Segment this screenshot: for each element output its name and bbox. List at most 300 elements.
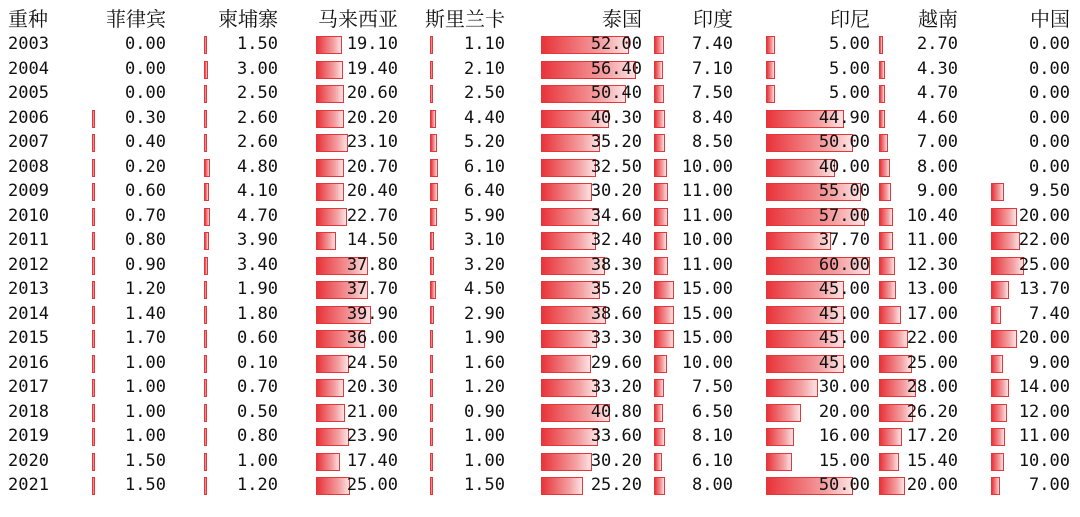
data-bar (766, 453, 792, 471)
cell-value: 5.90 (464, 205, 505, 226)
cell-value: 1.90 (464, 328, 505, 348)
cell-value: 33.20 (590, 377, 642, 397)
cell-value: 34.60 (590, 205, 642, 226)
data-bar (430, 453, 433, 471)
table-cell (92, 351, 166, 376)
table-cell (991, 400, 1070, 425)
table-cell (204, 81, 278, 106)
cell-value: 10.40 (906, 205, 958, 226)
table-cell (766, 375, 870, 400)
cell-value: 20.00 (818, 401, 870, 422)
table-cell (654, 57, 733, 82)
cell-value: 17.00 (906, 303, 958, 324)
table-cell (541, 302, 642, 327)
data-bar (316, 61, 343, 79)
cell-value: 15.00 (681, 303, 733, 324)
cell-value: 11.00 (906, 230, 958, 250)
cell-value: 9.00 (917, 181, 958, 201)
data-bar (430, 281, 436, 299)
cell-value: 0.60 (237, 328, 278, 348)
cell-value: 25.20 (590, 475, 642, 495)
table-cell (316, 302, 398, 327)
data-bar (316, 134, 348, 152)
data-bar (92, 453, 95, 471)
data-bar (430, 232, 434, 250)
cell-value: 33.60 (590, 426, 642, 446)
cell-value: 24.50 (346, 352, 398, 373)
column-header: 菲律宾 (106, 7, 166, 31)
table-cell (430, 351, 505, 376)
cell-value: 20.40 (346, 181, 398, 201)
cell-value: 45.00 (818, 352, 870, 373)
cell-value: 4.70 (917, 83, 958, 103)
table-cell (541, 473, 642, 498)
cell-value: 3.40 (237, 254, 278, 275)
data-bar (204, 159, 210, 177)
cell-value: 2.50 (464, 83, 505, 103)
table-cell (766, 473, 870, 498)
data-bar (541, 183, 592, 201)
cell-value: 38.30 (590, 254, 642, 275)
cell-value: 7.50 (692, 83, 733, 103)
cell-value: 2.10 (464, 58, 505, 79)
cell-value: 10.00 (1018, 450, 1070, 471)
column-header: 中国 (1030, 7, 1070, 31)
cell-value: 4.70 (237, 205, 278, 226)
cell-value: 20.30 (346, 377, 398, 397)
table-cell (92, 473, 166, 498)
table-cell (991, 302, 1070, 327)
table-cell (654, 130, 733, 155)
cell-value: 0.00 (1029, 156, 1070, 177)
table-cell (541, 351, 642, 376)
data-bar (879, 61, 885, 79)
cell-value: 1.90 (237, 279, 278, 299)
table-cell (92, 130, 166, 155)
year-label: 2011 (8, 230, 49, 250)
data-bar (430, 477, 433, 495)
table-cell (879, 228, 958, 253)
data-bar (879, 208, 893, 226)
data-bar (991, 183, 1004, 201)
data-bar (204, 85, 207, 103)
cell-value: 40.00 (818, 156, 870, 177)
table-cell (316, 179, 398, 204)
table-cell (879, 155, 958, 180)
cell-value: 2.60 (237, 107, 278, 128)
table-cell (430, 473, 505, 498)
data-bar (92, 281, 95, 299)
cell-value: 0.20 (125, 156, 166, 177)
cell-value: 25.00 (906, 352, 958, 373)
table-cell (879, 473, 958, 498)
cell-value: 50.00 (818, 132, 870, 152)
cell-value: 45.00 (818, 279, 870, 299)
cell-value: 30.20 (590, 450, 642, 471)
data-bar (316, 159, 344, 177)
data-bar (204, 36, 207, 54)
cell-value: 50.00 (818, 475, 870, 495)
table-cell (654, 106, 733, 131)
table-cell (991, 375, 1070, 400)
data-bar (316, 183, 344, 201)
cell-value: 2.70 (917, 34, 958, 54)
table-cell (766, 106, 870, 131)
cell-value: 10.00 (681, 230, 733, 250)
data-bar (204, 306, 207, 324)
data-bar (991, 379, 1009, 397)
cell-value: 0.60 (125, 181, 166, 201)
data-bar (654, 232, 667, 250)
table-cell (92, 326, 166, 351)
cell-value: 20.70 (346, 156, 398, 177)
data-bar (654, 85, 664, 103)
year-label: 2016 (8, 352, 49, 373)
cell-value: 9.50 (1029, 181, 1070, 201)
data-bar (204, 379, 207, 397)
table-cell (541, 449, 642, 474)
table-cell (316, 155, 398, 180)
cell-value: 8.50 (692, 132, 733, 152)
year-label: 2017 (8, 377, 49, 397)
data-bar (879, 257, 895, 275)
table-cell (316, 473, 398, 498)
data-bar (204, 257, 208, 275)
table-cell (541, 57, 642, 82)
data-bar (654, 257, 668, 275)
table-cell (430, 106, 505, 131)
cell-value: 1.00 (237, 450, 278, 471)
table-cell (654, 155, 733, 180)
data-bar (316, 36, 342, 54)
table-cell (879, 57, 958, 82)
data-bar (316, 477, 350, 495)
table-cell (766, 228, 870, 253)
data-bar (654, 404, 663, 422)
table-cell (541, 400, 642, 425)
cell-value: 3.10 (464, 230, 505, 250)
cell-value: 20.00 (1018, 205, 1070, 226)
data-bar (879, 110, 885, 128)
table-cell (430, 449, 505, 474)
table-cell (541, 424, 642, 449)
table-cell (541, 130, 642, 155)
cell-value: 1.50 (237, 34, 278, 54)
data-bar (204, 355, 207, 373)
data-bar (991, 330, 1017, 348)
table-cell (204, 326, 278, 351)
table-cell (316, 130, 398, 155)
table-cell (879, 449, 958, 474)
table-cell (879, 106, 958, 131)
cell-value: 0.00 (1029, 58, 1070, 79)
table-cell (430, 326, 505, 351)
table-cell (879, 302, 958, 327)
table-cell (766, 179, 870, 204)
cell-value: 37.70 (818, 230, 870, 250)
data-bar (430, 208, 437, 226)
data-bar (92, 183, 95, 201)
cell-value: 3.00 (237, 58, 278, 79)
year-label: 2015 (8, 328, 49, 348)
data-bar (879, 428, 902, 446)
year-label: 2020 (8, 450, 49, 471)
year-label: 2014 (8, 303, 49, 324)
table-cell (654, 326, 733, 351)
year-label: 2013 (8, 279, 49, 299)
data-bar (430, 61, 433, 79)
table-cell (541, 228, 642, 253)
table-cell (204, 57, 278, 82)
table-cell (541, 375, 642, 400)
data-bar (316, 208, 347, 226)
cell-value: 30.00 (818, 377, 870, 397)
table-cell (766, 351, 870, 376)
cell-value: 19.40 (346, 58, 398, 79)
cell-value: 0.70 (237, 377, 278, 397)
table-cell (654, 253, 733, 278)
data-bar (766, 404, 801, 422)
table-cell (316, 106, 398, 131)
column-header: 柬埔寨 (218, 7, 278, 31)
year-label: 2005 (8, 83, 49, 103)
table-cell (430, 179, 505, 204)
data-bar (430, 85, 433, 103)
cell-value: 1.20 (125, 279, 166, 299)
cell-value: 0.00 (1029, 34, 1070, 54)
cell-value: 15.00 (681, 328, 733, 348)
table-cell (879, 326, 958, 351)
column-header: 印度 (693, 7, 733, 31)
data-bar (654, 306, 674, 324)
table-cell (92, 57, 166, 82)
table-cell (204, 424, 278, 449)
cell-value: 21.00 (346, 401, 398, 422)
table-cell (204, 32, 278, 57)
cell-value: 30.20 (590, 181, 642, 201)
data-bar (92, 330, 95, 348)
cell-value: 40.80 (590, 401, 642, 422)
table-cell (92, 277, 166, 302)
table-cell (92, 155, 166, 180)
cell-value: 13.00 (906, 279, 958, 299)
cell-value: 45.00 (818, 328, 870, 348)
row-header-label: 重种 (8, 7, 48, 31)
cell-value: 60.00 (818, 254, 870, 275)
data-bar (204, 208, 210, 226)
table-cell (430, 228, 505, 253)
data-bar (204, 453, 207, 471)
table-cell (991, 204, 1070, 229)
data-bar (204, 477, 207, 495)
table-cell (654, 351, 733, 376)
data-bar (654, 134, 665, 152)
table-cell (766, 277, 870, 302)
cell-value: 57.00 (818, 205, 870, 226)
cell-value: 10.00 (681, 352, 733, 373)
data-bar (991, 453, 1004, 471)
data-bar (541, 330, 597, 348)
table-cell (92, 424, 166, 449)
table-cell (879, 32, 958, 57)
cell-value: 0.50 (237, 401, 278, 422)
table-cell (92, 375, 166, 400)
data-bar (766, 428, 794, 446)
cell-value: 40.30 (590, 107, 642, 128)
table-cell (879, 253, 958, 278)
cell-value: 7.00 (917, 132, 958, 152)
cell-value: 0.00 (125, 58, 166, 79)
cell-value: 5.00 (829, 58, 870, 79)
cell-value: 38.60 (590, 303, 642, 324)
data-bar (879, 183, 891, 201)
data-bar (991, 208, 1017, 226)
cell-value: 3.90 (237, 230, 278, 250)
table-cell (92, 106, 166, 131)
cell-value: 5.00 (829, 83, 870, 103)
data-bar (430, 257, 434, 275)
table-cell (204, 106, 278, 131)
data-bar (204, 404, 207, 422)
table-cell (204, 179, 278, 204)
cell-value: 20.00 (906, 475, 958, 495)
year-label: 2006 (8, 107, 49, 128)
cell-value: 8.00 (917, 156, 958, 177)
table-cell (991, 179, 1070, 204)
table-cell (430, 155, 505, 180)
data-bar (654, 355, 667, 373)
data-bar (92, 379, 95, 397)
table-cell (766, 326, 870, 351)
table-cell (316, 424, 398, 449)
table-cell (430, 57, 505, 82)
data-bar (92, 257, 95, 275)
cell-value: 39.90 (346, 303, 398, 324)
table-cell (991, 351, 1070, 376)
cell-value: 0.90 (125, 254, 166, 275)
cell-value: 2.60 (237, 132, 278, 152)
table-cell (541, 179, 642, 204)
table-cell (541, 155, 642, 180)
data-bar (991, 477, 1000, 495)
cell-value: 9.00 (1029, 352, 1070, 373)
table-cell (766, 400, 870, 425)
table-cell (430, 32, 505, 57)
year-label: 2018 (8, 401, 49, 422)
table-cell (991, 473, 1070, 498)
cell-value: 1.00 (125, 352, 166, 373)
table-cell (766, 424, 870, 449)
cell-value: 32.40 (590, 230, 642, 250)
data-bar (92, 208, 95, 226)
cell-value: 1.00 (464, 450, 505, 471)
cell-value: 0.40 (125, 132, 166, 152)
cell-value: 17.20 (906, 426, 958, 446)
data-bar (991, 232, 1020, 250)
table-cell (316, 375, 398, 400)
cell-value: 1.80 (237, 303, 278, 324)
cell-value: 29.60 (590, 352, 642, 373)
data-bar (541, 453, 592, 471)
cell-value: 1.00 (125, 377, 166, 397)
table-cell (430, 424, 505, 449)
cell-value: 7.00 (1029, 475, 1070, 495)
table-cell (92, 302, 166, 327)
table-cell (991, 277, 1070, 302)
table-cell (204, 204, 278, 229)
table-cell (991, 155, 1070, 180)
cell-value: 35.20 (590, 132, 642, 152)
cell-value: 4.10 (237, 181, 278, 201)
table-cell (430, 130, 505, 155)
data-bar (991, 355, 1003, 373)
table-cell (204, 302, 278, 327)
data-bar (430, 330, 433, 348)
table-cell (654, 204, 733, 229)
cell-value: 7.50 (692, 377, 733, 397)
cell-value: 0.90 (464, 401, 505, 422)
data-bar (430, 306, 434, 324)
table-cell (654, 473, 733, 498)
cell-value: 50.40 (590, 83, 642, 103)
data-bar (204, 330, 207, 348)
column-header: 越南 (918, 7, 958, 31)
table-cell (654, 81, 733, 106)
cell-value: 0.00 (125, 34, 166, 54)
data-bar (204, 183, 209, 201)
table-cell (316, 204, 398, 229)
table-cell (92, 179, 166, 204)
data-bar (766, 85, 775, 103)
table-cell (204, 228, 278, 253)
cell-value: 1.50 (125, 450, 166, 471)
table-cell (92, 204, 166, 229)
data-bar (92, 477, 95, 495)
cell-value: 37.70 (346, 279, 398, 299)
table-cell (204, 449, 278, 474)
year-label: 2008 (8, 156, 49, 177)
cell-value: 8.00 (692, 475, 733, 495)
table-cell (204, 473, 278, 498)
cell-value: 13.70 (1018, 279, 1070, 299)
cell-value: 36.00 (346, 328, 398, 348)
cell-value: 8.10 (692, 426, 733, 446)
data-bar (204, 61, 208, 79)
table-cell (654, 400, 733, 425)
cell-value: 20.00 (1018, 328, 1070, 348)
cell-value: 25.00 (1018, 254, 1070, 275)
table-cell (316, 81, 398, 106)
cell-value: 10.00 (681, 156, 733, 177)
cell-value: 1.00 (464, 426, 505, 446)
cell-value: 1.20 (464, 377, 505, 397)
cell-value: 19.10 (346, 34, 398, 54)
table-cell (879, 204, 958, 229)
data-bar (654, 61, 663, 79)
data-bar (430, 159, 438, 177)
data-bar (654, 428, 665, 446)
table-cell (879, 179, 958, 204)
data-bar (654, 183, 668, 201)
cell-value: 0.00 (1029, 132, 1070, 152)
cell-value: 1.70 (125, 328, 166, 348)
column-header: 斯里兰卡 (425, 7, 505, 31)
cell-value: 1.50 (125, 475, 166, 495)
table-cell (654, 228, 733, 253)
year-label: 2004 (8, 58, 49, 79)
cell-value: 5.00 (829, 34, 870, 54)
table-cell (991, 32, 1070, 57)
